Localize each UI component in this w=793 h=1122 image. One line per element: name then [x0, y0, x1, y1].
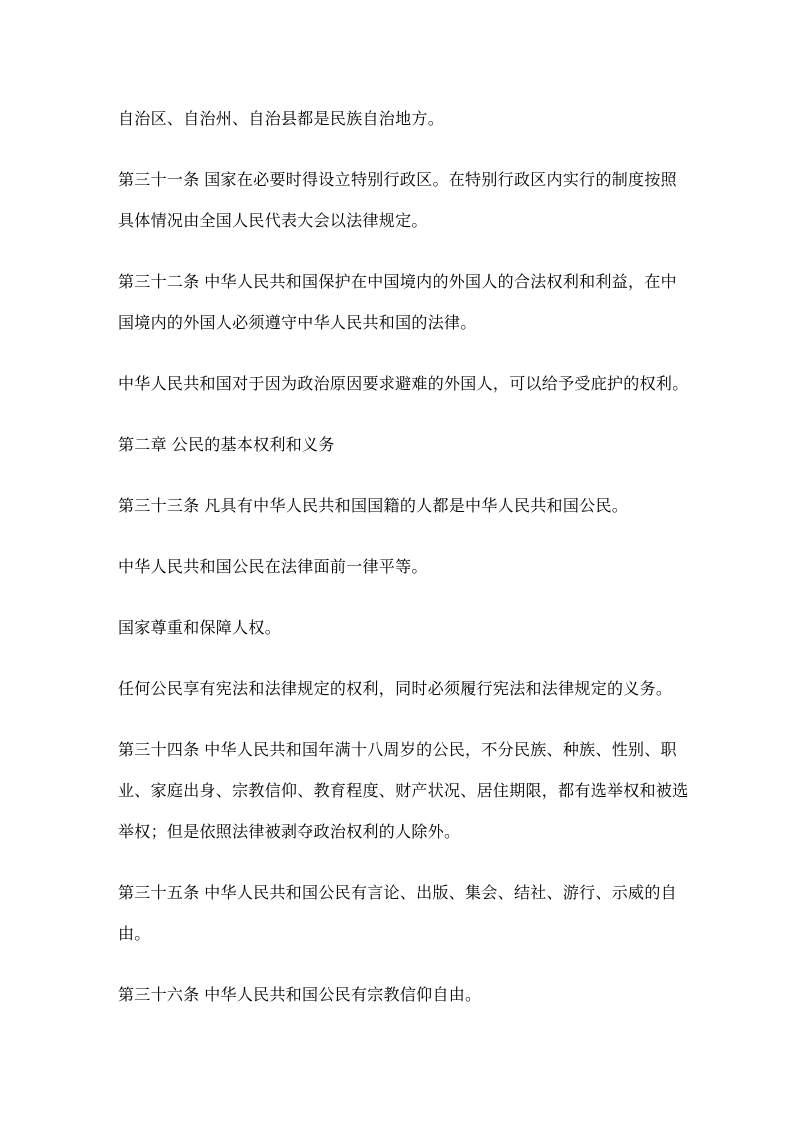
text-line: 第三十一条 国家在必要时得设立特别行政区。在特别行政区内实行的制度按照	[118, 172, 677, 189]
text-line: 中华人民共和国对于因为政治原因要求避难的外国人，可以给予受庇护的权利。	[118, 376, 689, 393]
text-line: 由。	[118, 926, 151, 943]
paragraph	[118, 975, 676, 1016]
paragraph	[118, 669, 676, 710]
text-line: 业、家庭出身、宗教信仰、教育程度、财产状况、居住期限，都有选举权和被选	[118, 783, 689, 800]
text-line: 举权；但是依照法律被剥夺政治权利的人除外。	[118, 824, 461, 841]
paragraph	[118, 873, 676, 955]
text-line: 第三十二条 中华人民共和国保护在中国境内的外国人的合法权利和利益，在中	[118, 274, 677, 291]
paragraph	[118, 730, 689, 853]
text-line: 第三十三条 凡具有中华人民共和国国籍的人都是中华人民共和国公民。	[118, 498, 629, 515]
paragraph	[118, 160, 676, 242]
text-line: 任何公民享有宪法和法律规定的权利，同时必须履行宪法和法律规定的义务。	[118, 681, 673, 698]
paragraph	[118, 425, 676, 466]
paragraph	[118, 547, 676, 588]
paragraph	[118, 262, 676, 344]
paragraph	[118, 608, 676, 649]
text-line: 自治区、自治州、自治县都是民族自治地方。	[118, 111, 445, 128]
text-line: 国家尊重和保障人权。	[118, 620, 282, 637]
paragraph	[118, 364, 689, 405]
text-line: 第三十四条 中华人民共和国年满十八周岁的公民，不分民族、种族、性别、职	[118, 742, 677, 759]
paragraph	[118, 486, 676, 527]
text-line: 第二章 公民的基本权利和义务	[118, 437, 335, 454]
text-line: 第三十五条 中华人民共和国公民有言论、出版、集会、结社、游行、示威的自	[118, 885, 677, 902]
paragraph	[118, 99, 676, 140]
text-line: 中华人民共和国公民在法律面前一律平等。	[118, 559, 428, 576]
text-line: 国境内的外国人必须遵守中华人民共和国的法律。	[118, 315, 477, 332]
text-line: 第三十六条 中华人民共和国公民有宗教信仰自由。	[118, 987, 482, 1004]
text-line: 具体情况由全国人民代表大会以法律规定。	[118, 213, 428, 230]
document-body	[118, 99, 689, 1036]
